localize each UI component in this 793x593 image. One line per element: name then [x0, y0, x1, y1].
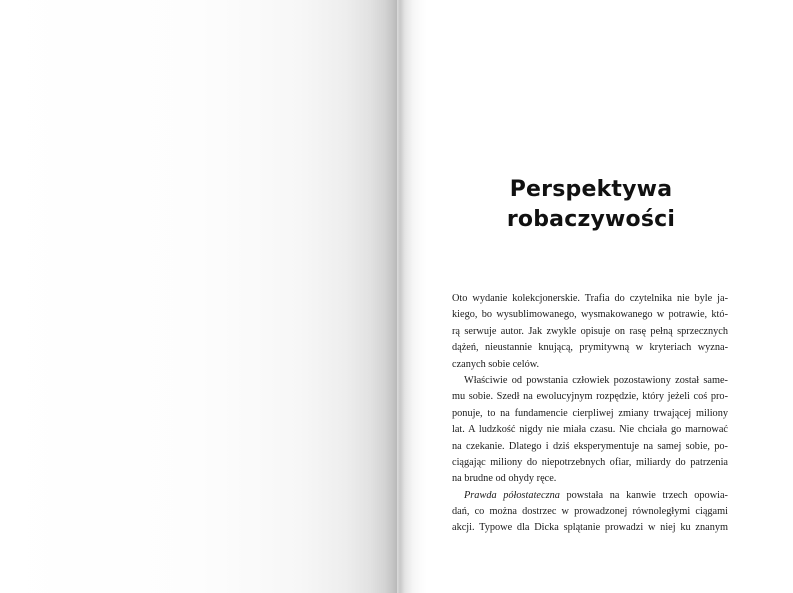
- text-line: na brudne od ohydy ręce.: [452, 473, 557, 485]
- text-line: na czekanie. Dlatego i dziś eksperymentuje na samej sobie, po-: [452, 440, 728, 452]
- text-line-rest: powstała na kanwie trzech opowia-: [559, 489, 728, 501]
- text-line: Oto wydanie kolekcjonerskie. Trafia do czytelnika nie byle ja-: [452, 293, 728, 304]
- chapter-title-line-2: robaczywości: [506, 207, 676, 232]
- text-line: rą serwuje autor. Jak zwykle opisuje on rasę pełną sprzecznych: [452, 325, 728, 337]
- text-line: czanych sobie celów.: [452, 358, 540, 370]
- text-line: lat. A ludzkość nigdy nie miała czasu. Nie chciała go marnować: [452, 424, 728, 436]
- text-line: Właściwie od powstania człowiek pozostawiony został same-: [464, 374, 728, 386]
- text-line: mu sobie. Szedł na ewolucyjnym rozpędzie, który jeżeli coś pro-: [452, 391, 728, 403]
- text-line-with-italic-title: [452, 488, 728, 504]
- chapter-title: [427, 175, 755, 235]
- chapter-title-line-1: Perspektywa: [509, 177, 673, 202]
- text-line: kiego, bo wysublimowanego, wysmakowanego w potrawie, któ-: [452, 309, 728, 321]
- text-line: dań, co można dostrzec w prowadzonej równoległymi ciągami: [452, 506, 728, 518]
- italic-book-title: Prawda półostateczna: [464, 489, 560, 501]
- text-line: ciągając miliony do niepotrzebnych ofiar, miliardy do patrzenia: [452, 456, 728, 468]
- text-line: dążeń, nieustannie knującą, prymitywną w kryteriach wyzna-: [452, 342, 728, 354]
- book-gutter: [397, 0, 427, 593]
- chapter-body-text: [452, 291, 728, 537]
- text-line: akcji. Typowe dla Dicka splątanie prowadzi w niej ku znanym: [452, 522, 728, 534]
- text-line: ponuje, to na fundamencie cierpliwej zmiany trwającej miliony: [452, 407, 728, 419]
